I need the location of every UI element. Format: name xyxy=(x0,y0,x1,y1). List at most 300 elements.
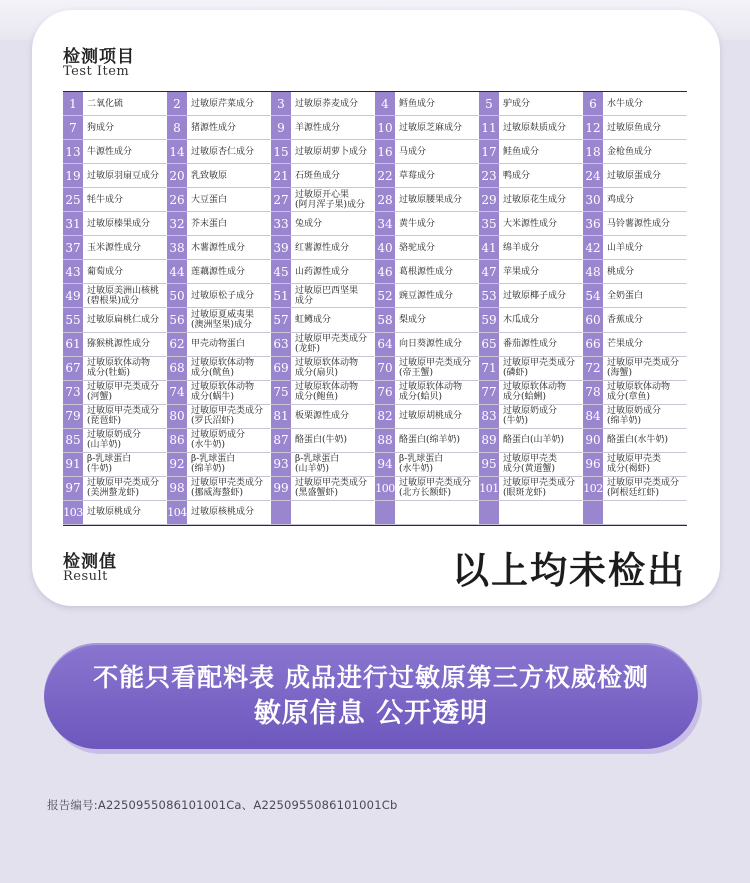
test-item-number: 60 xyxy=(583,308,603,331)
test-item-cell xyxy=(63,140,167,164)
test-item-cell xyxy=(63,212,167,236)
test-item-number: 53 xyxy=(479,284,499,307)
test-item-name: 过敏原软体动物 成分(牡蛎) xyxy=(87,358,151,379)
test-item-name: 过敏原甲壳类成分 (帝王蟹) xyxy=(399,358,472,379)
test-item-cell xyxy=(583,453,687,477)
test-item-name: 酪蛋白(山羊奶) xyxy=(503,435,565,446)
test-item-cell xyxy=(63,92,167,116)
test-item-number: 58 xyxy=(375,308,395,331)
test-item-number: 94 xyxy=(375,453,395,476)
test-item-name: 水牛成分 xyxy=(607,98,644,109)
test-item-name: 山药源性成分 xyxy=(295,266,350,277)
test-item-subtitle: Test Item xyxy=(63,64,130,79)
test-item-name: 过敏原芝麻成分 xyxy=(399,122,463,133)
test-item-cell xyxy=(583,284,687,308)
test-item-number: 30 xyxy=(583,188,603,211)
test-item-number xyxy=(375,501,395,524)
test-item-number: 39 xyxy=(271,236,291,259)
banner-line-1: 不能只看配料表 成品进行过敏原第三方权威检测 xyxy=(93,662,649,692)
test-item-name: 过敏原甲壳类成分 (眼斑龙虾) xyxy=(503,478,576,499)
test-item-number xyxy=(583,501,603,524)
test-item-name: 过敏原鱼成分 xyxy=(607,122,662,133)
test-item-name: 金枪鱼成分 xyxy=(607,146,653,157)
test-item-name: 过敏原软体动物 成分(鲍鱼) xyxy=(295,382,359,403)
test-item-cell xyxy=(583,116,687,140)
test-item-name: 过敏原胡萝卜成分 xyxy=(295,146,368,157)
test-item-name: 酪蛋白(牛奶) xyxy=(295,435,348,446)
test-item-name: 过敏原甲壳类成分 (琵琶虾) xyxy=(87,406,160,427)
test-item-name: 过敏原花生成分 xyxy=(503,194,567,205)
test-item-cell xyxy=(63,381,167,405)
test-item-number xyxy=(271,501,291,524)
test-item-name: 过敏原奶成分 (山羊奶) xyxy=(87,430,142,451)
test-item-cell xyxy=(167,429,271,453)
test-item-cell xyxy=(63,116,167,140)
test-item-name: 过敏原巴西坚果 成分 xyxy=(295,285,359,306)
test-item-cell xyxy=(479,212,583,236)
test-item-name: 过敏原奶成分 (绵羊奶) xyxy=(607,406,662,427)
test-item-name: 全奶蛋白 xyxy=(607,290,644,301)
test-item-name: 鸡成分 xyxy=(607,194,635,205)
test-item-name: 过敏原甲壳类成分 (黑盛蟹虾) xyxy=(295,478,368,499)
test-item-cell xyxy=(63,501,167,525)
test-item-number: 62 xyxy=(167,333,187,356)
test-item-cell xyxy=(583,501,687,525)
test-item-cell xyxy=(375,140,479,164)
test-item-cell xyxy=(167,212,271,236)
test-item-number: 44 xyxy=(167,260,187,283)
test-item-name: 草莓成分 xyxy=(399,170,436,181)
report-number: 报告编号:A2250955086101001Ca、A2250955086101001Cb xyxy=(47,798,398,812)
test-item-number: 46 xyxy=(375,260,395,283)
test-item-name: 鲑鱼成分 xyxy=(503,146,540,157)
test-item-number: 40 xyxy=(375,236,395,259)
test-item-number: 15 xyxy=(271,140,291,163)
test-item-number: 70 xyxy=(375,357,395,380)
test-item-number: 24 xyxy=(583,164,603,187)
test-item-number: 67 xyxy=(63,357,83,380)
test-item-name: 过敏原甲壳类成分 (美洲螯龙虾) xyxy=(87,478,160,499)
test-item-number: 29 xyxy=(479,188,499,211)
test-item-name: 甲壳动物蛋白 xyxy=(191,339,246,350)
test-item-name: 过敏原桃成分 xyxy=(87,507,142,518)
test-item-cell xyxy=(63,357,167,381)
test-item-name: 过敏原奶成分 (水牛奶) xyxy=(191,430,246,451)
test-item-number: 42 xyxy=(583,236,603,259)
result-title: 检测值 xyxy=(63,552,117,572)
test-item-name: 玉米源性成分 xyxy=(87,242,142,253)
test-item-cell xyxy=(583,92,687,116)
test-item-cell xyxy=(479,453,583,477)
test-item-number: 4 xyxy=(375,92,395,115)
test-item-title: 检测项目 xyxy=(63,47,135,67)
test-item-number: 80 xyxy=(167,405,187,428)
test-item-table xyxy=(63,91,687,526)
test-item-cell xyxy=(271,260,375,284)
test-item-number: 33 xyxy=(271,212,291,235)
test-item-number: 59 xyxy=(479,308,499,331)
test-item-number: 86 xyxy=(167,429,187,452)
test-item-number: 85 xyxy=(63,429,83,452)
test-item-cell xyxy=(583,333,687,357)
test-item-cell xyxy=(583,260,687,284)
test-item-cell xyxy=(375,308,479,332)
test-item-number: 25 xyxy=(63,188,83,211)
test-item-number: 82 xyxy=(375,405,395,428)
test-item-number: 10 xyxy=(375,116,395,139)
test-item-cell xyxy=(479,164,583,188)
test-item-number: 55 xyxy=(63,308,83,331)
test-item-number: 48 xyxy=(583,260,603,283)
test-item-name: 狗成分 xyxy=(87,122,115,133)
test-item-number: 93 xyxy=(271,453,291,476)
test-item-number: 2 xyxy=(167,92,187,115)
test-item-number: 57 xyxy=(271,308,291,331)
test-item-cell xyxy=(583,140,687,164)
test-item-cell xyxy=(63,260,167,284)
test-item-number: 27 xyxy=(271,188,291,211)
test-item-number: 100 xyxy=(375,477,395,500)
test-item-cell xyxy=(167,477,271,501)
test-item-number: 65 xyxy=(479,333,499,356)
test-item-cell xyxy=(63,477,167,501)
test-item-number: 43 xyxy=(63,260,83,283)
test-item-cell xyxy=(63,429,167,453)
test-item-number: 18 xyxy=(583,140,603,163)
test-item-number: 23 xyxy=(479,164,499,187)
test-item-name: 石斑鱼成分 xyxy=(295,170,341,181)
test-item-name: 过敏原软体动物 成分(蛤贝) xyxy=(399,382,463,403)
test-item-name: 番茄源性成分 xyxy=(503,339,558,350)
test-item-name: 木薯源性成分 xyxy=(191,242,246,253)
test-item-name: 过敏原软体动物 成分(章鱼) xyxy=(607,382,671,403)
test-item-number: 77 xyxy=(479,381,499,404)
test-item-name: 过敏原甲壳类成分 (龙虾) xyxy=(295,334,368,355)
test-item-name: 大豆蛋白 xyxy=(191,194,228,205)
test-item-name: 过敏原甲壳类成分 (阿根廷红虾) xyxy=(607,478,680,499)
test-item-number: 9 xyxy=(271,116,291,139)
test-item-name: 羊源性成分 xyxy=(295,122,341,133)
test-item-cell xyxy=(479,308,583,332)
test-item-number: 35 xyxy=(479,212,499,235)
test-item-name: 过敏原甲壳类成分 (海蟹) xyxy=(607,358,680,379)
test-item-cell xyxy=(271,477,375,501)
test-item-cell xyxy=(63,333,167,357)
test-item-name: β-乳球蛋白 (牛奶) xyxy=(87,454,132,475)
test-item-number: 26 xyxy=(167,188,187,211)
test-item-cell xyxy=(167,188,271,212)
test-item-name: 过敏原甲壳类 成分(黄道蟹) xyxy=(503,454,558,475)
test-item-number: 64 xyxy=(375,333,395,356)
test-item-name xyxy=(499,501,582,524)
test-item-number: 98 xyxy=(167,477,187,500)
test-item-cell xyxy=(271,188,375,212)
test-item-name: 过敏原软体动物 成分(蜗牛) xyxy=(191,382,255,403)
test-item-cell xyxy=(271,284,375,308)
test-item-number: 28 xyxy=(375,188,395,211)
test-item-name: 豌豆源性成分 xyxy=(399,290,454,301)
test-item-number: 47 xyxy=(479,260,499,283)
test-item-name: 过敏原甲壳类成分 (罗氏沼虾) xyxy=(191,406,264,427)
test-item-number: 66 xyxy=(583,333,603,356)
test-item-cell xyxy=(583,381,687,405)
test-item-cell xyxy=(375,236,479,260)
test-item-name: 牛源性成分 xyxy=(87,146,133,157)
test-item-number: 41 xyxy=(479,236,499,259)
test-item-cell xyxy=(375,116,479,140)
test-item-number: 79 xyxy=(63,405,83,428)
test-item-name: 过敏原甲壳类成分 (北方长额虾) xyxy=(399,478,472,499)
test-item-cell xyxy=(271,92,375,116)
test-item-cell xyxy=(167,333,271,357)
test-item-name: 鸭成分 xyxy=(503,170,531,181)
test-item-number: 90 xyxy=(583,429,603,452)
test-item-name: 虹鳟成分 xyxy=(295,315,332,326)
test-item-number: 36 xyxy=(583,212,603,235)
test-item-name: 梨成分 xyxy=(399,315,427,326)
test-item-cell xyxy=(271,357,375,381)
test-item-cell xyxy=(167,236,271,260)
test-item-cell xyxy=(479,477,583,501)
test-item-name: 猕猴桃源性成分 xyxy=(87,339,151,350)
test-item-number: 21 xyxy=(271,164,291,187)
test-item-name: 二氧化硫 xyxy=(87,98,124,109)
test-item-number: 8 xyxy=(167,116,187,139)
test-item-cell xyxy=(271,501,375,525)
test-item-number: 103 xyxy=(63,501,83,524)
test-item-number: 54 xyxy=(583,284,603,307)
test-item-name: 过敏原核桃成分 xyxy=(191,507,255,518)
test-item-name: 过敏原麸质成分 xyxy=(503,122,567,133)
test-item-number: 89 xyxy=(479,429,499,452)
test-item-name: 过敏原夏威夷果 (澳洲坚果)成分 xyxy=(191,310,255,331)
test-item-cell xyxy=(479,116,583,140)
test-item-name: 香蕉成分 xyxy=(607,315,644,326)
test-item-cell xyxy=(167,453,271,477)
test-item-cell xyxy=(479,140,583,164)
test-item-cell xyxy=(167,164,271,188)
test-item-number: 71 xyxy=(479,357,499,380)
test-item-cell xyxy=(375,260,479,284)
test-item-name: 骆驼成分 xyxy=(399,242,436,253)
test-item-name: 过敏原蛋成分 xyxy=(607,170,662,181)
test-item-name: β-乳球蛋白 (水牛奶) xyxy=(399,454,444,475)
test-item-name: 葛根源性成分 xyxy=(399,266,454,277)
test-item-cell xyxy=(479,501,583,525)
test-item-cell xyxy=(375,477,479,501)
test-item-cell xyxy=(479,92,583,116)
test-item-number: 45 xyxy=(271,260,291,283)
test-item-name: 酪蛋白(绵羊奶) xyxy=(399,435,461,446)
test-item-cell xyxy=(375,429,479,453)
test-item-cell xyxy=(271,164,375,188)
test-item-cell xyxy=(63,308,167,332)
test-item-cell xyxy=(479,357,583,381)
test-item-number: 75 xyxy=(271,381,291,404)
test-item-name: 过敏原甲壳类成分 (河蟹) xyxy=(87,382,160,403)
test-item-cell xyxy=(63,284,167,308)
test-item-cell xyxy=(271,429,375,453)
test-item-cell xyxy=(167,140,271,164)
test-item-name: 过敏原芹菜成分 xyxy=(191,98,255,109)
test-item-cell xyxy=(63,188,167,212)
test-item-name: 过敏原羽扇豆成分 xyxy=(87,170,160,181)
test-item-name: 牦牛成分 xyxy=(87,194,124,205)
test-item-name: 过敏原椰子成分 xyxy=(503,290,567,301)
test-item-cell xyxy=(271,116,375,140)
test-item-name: 大米源性成分 xyxy=(503,218,558,229)
test-item-name: 板栗源性成分 xyxy=(295,411,350,422)
test-item-cell xyxy=(271,140,375,164)
test-item-cell xyxy=(375,212,479,236)
test-item-number: 19 xyxy=(63,164,83,187)
test-item-name: 过敏原甲壳类 成分(褐虾) xyxy=(607,454,662,475)
test-item-cell xyxy=(167,260,271,284)
test-item-number: 97 xyxy=(63,477,83,500)
banner-line-2: 敏原信息 公开透明 xyxy=(253,697,489,729)
test-item-name: 过敏原软体动物 成分(扇贝) xyxy=(295,358,359,379)
test-item-cell xyxy=(271,212,375,236)
test-item-number: 56 xyxy=(167,308,187,331)
test-item-number: 13 xyxy=(63,140,83,163)
test-item-number: 68 xyxy=(167,357,187,380)
test-item-number: 20 xyxy=(167,164,187,187)
test-item-name: 木瓜成分 xyxy=(503,315,540,326)
test-item-name: 过敏原杏仁成分 xyxy=(191,146,255,157)
test-item-number: 5 xyxy=(479,92,499,115)
test-item-cell xyxy=(271,405,375,429)
test-item-name: 过敏原甲壳类成分 (磷虾) xyxy=(503,358,576,379)
test-item-number: 12 xyxy=(583,116,603,139)
test-item-name: 猪源性成分 xyxy=(191,122,237,133)
test-item-number: 50 xyxy=(167,284,187,307)
test-item-cell xyxy=(271,308,375,332)
test-item-cell xyxy=(271,381,375,405)
test-item-name: 乳致敏原 xyxy=(191,170,228,181)
test-item-number: 16 xyxy=(375,140,395,163)
test-item-cell xyxy=(479,429,583,453)
test-item-cell xyxy=(583,357,687,381)
test-item-cell xyxy=(271,333,375,357)
test-item-name: 过敏原腰果成分 xyxy=(399,194,463,205)
test-item-name: 芥末蛋白 xyxy=(191,218,228,229)
test-item-name: 芒果成分 xyxy=(607,339,644,350)
test-item-cell xyxy=(583,308,687,332)
test-item-name: 过敏原扁桃仁成分 xyxy=(87,315,160,326)
test-item-cell xyxy=(375,381,479,405)
test-item-cell xyxy=(167,116,271,140)
test-item-cell xyxy=(375,453,479,477)
test-item-name: 马铃薯源性成分 xyxy=(607,218,671,229)
test-item-number: 72 xyxy=(583,357,603,380)
test-item-number: 78 xyxy=(583,381,603,404)
test-item-name: 驴成分 xyxy=(503,98,531,109)
test-item-cell xyxy=(583,236,687,260)
test-item-cell xyxy=(479,333,583,357)
test-item-name: 桃成分 xyxy=(607,266,635,277)
test-item-cell xyxy=(583,405,687,429)
test-item-name: β-乳球蛋白 (绵羊奶) xyxy=(191,454,236,475)
test-item-name: 黄牛成分 xyxy=(399,218,436,229)
test-item-number: 73 xyxy=(63,381,83,404)
test-item-name: 过敏原甲壳类成分 (挪威海螯虾) xyxy=(191,478,264,499)
test-item-name: 过敏原胡桃成分 xyxy=(399,411,463,422)
test-item-name xyxy=(291,501,374,524)
test-item-cell xyxy=(375,357,479,381)
test-item-number: 51 xyxy=(271,284,291,307)
test-item-number: 6 xyxy=(583,92,603,115)
test-item-number: 14 xyxy=(167,140,187,163)
test-item-number: 61 xyxy=(63,333,83,356)
test-item-name xyxy=(603,501,686,524)
test-item-cell xyxy=(375,284,479,308)
test-item-cell xyxy=(375,164,479,188)
test-item-cell xyxy=(63,164,167,188)
test-item-cell xyxy=(479,236,583,260)
test-item-cell xyxy=(479,284,583,308)
test-item-number: 74 xyxy=(167,381,187,404)
test-item-number: 3 xyxy=(271,92,291,115)
test-item-number: 91 xyxy=(63,453,83,476)
test-item-number: 92 xyxy=(167,453,187,476)
test-item-name xyxy=(395,501,478,524)
test-item-cell xyxy=(271,453,375,477)
test-item-name: 过敏原美洲山核桃 (碧根果)成分 xyxy=(87,285,160,306)
test-item-cell xyxy=(375,188,479,212)
test-item-cell xyxy=(375,92,479,116)
test-item-number: 87 xyxy=(271,429,291,452)
info-banner xyxy=(44,643,698,749)
test-item-name: 过敏原开心果 (阿月浑子果)成分 xyxy=(295,189,366,210)
result-value: 以上均未检出 xyxy=(452,548,686,592)
test-item-cell xyxy=(167,405,271,429)
test-item-cell xyxy=(167,92,271,116)
test-item-number: 63 xyxy=(271,333,291,356)
test-item-cell xyxy=(479,188,583,212)
test-item-name: 过敏原荞麦成分 xyxy=(295,98,359,109)
test-item-number: 37 xyxy=(63,236,83,259)
test-item-cell xyxy=(583,188,687,212)
test-item-number: 99 xyxy=(271,477,291,500)
test-item-cell xyxy=(583,429,687,453)
test-item-name: 过敏原榛果成分 xyxy=(87,218,151,229)
test-item-number: 88 xyxy=(375,429,395,452)
test-item-cell xyxy=(167,284,271,308)
test-item-name: 过敏原软体动物 成分(鱿鱼) xyxy=(191,358,255,379)
test-item-cell xyxy=(63,405,167,429)
test-item-name: 过敏原奶成分 (牛奶) xyxy=(503,406,558,427)
test-item-name: 过敏原软体动物 成分(蛤蜊) xyxy=(503,382,567,403)
test-item-number: 7 xyxy=(63,116,83,139)
test-item-name: 向日葵源性成分 xyxy=(399,339,463,350)
test-item-number: 31 xyxy=(63,212,83,235)
test-item-number: 1 xyxy=(63,92,83,115)
test-item-name: 兔成分 xyxy=(295,218,323,229)
test-item-name: 酪蛋白(水牛奶) xyxy=(607,435,669,446)
test-item-number: 49 xyxy=(63,284,83,307)
test-item-cell xyxy=(583,477,687,501)
test-item-name: 莲藕源性成分 xyxy=(191,266,246,277)
test-item-number: 76 xyxy=(375,381,395,404)
test-item-cell xyxy=(375,501,479,525)
test-item-number: 96 xyxy=(583,453,603,476)
test-item-cell xyxy=(167,357,271,381)
test-item-name: 马成分 xyxy=(399,146,427,157)
test-item-name: 过敏原松子成分 xyxy=(191,290,255,301)
test-item-cell xyxy=(479,405,583,429)
test-item-cell xyxy=(63,236,167,260)
test-item-cell xyxy=(271,236,375,260)
